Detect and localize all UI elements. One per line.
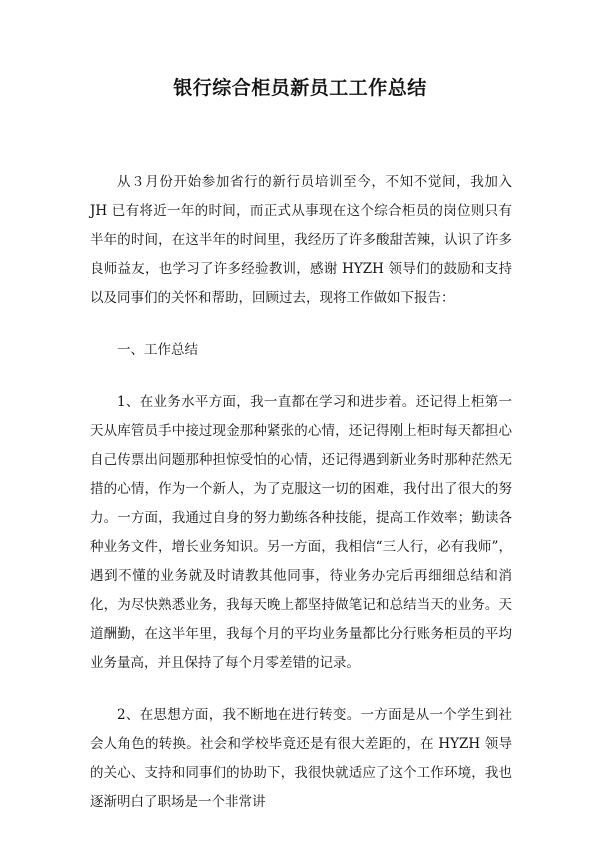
paragraph-business-skills: 1、在业务水平方面，我一直都在学习和进步着。还记得上柜第一天从库管员手中接过现金那种紧张的心情，还记得刚上柜时每天都担心自己传票出问题那种担惊受怕的心情，还记得遇到新业务时那种茫然无措的心情，作为一个新人，为了克服这一切的困难，我付出了很大的努力。一方面，我通过自身的努力勤练各种技能，提高工作效率；勤读各种业务文件，增长业务知识。另一方面，我相信“三人行，必有我师”，遇到不懂的业务就及时请教其他同事，待业务办完后再细细总结和消化，为尽快熟悉业务，我每天晚上都坚持做笔记和总结当天的业务。天道酬勤，在这半年里，我每个月的平均业务量都比分行账务柜员的平均业务量高，并且保持了每个月零差错的记录。 xyxy=(90,394,512,671)
paragraph-intro: 从３月份开始参加省行的新行员培训至今，不知不觉间，我加入 JH 已有将近一年的时间，而正式从事现在这个综合柜员的岗位则只有半年的时间，在这半年的时间里，我经历了许多酸甜苦辣，认识了许多良师益友，也学习了许多经验教训，感谢 HYZH 领导们的鼓励和支持以及同事们的关怀和帮助，回顾过去，现将工作做如下报告： xyxy=(90,174,512,306)
document-body xyxy=(90,168,512,840)
paragraph-mindset: 2、在思想方面，我不断地在进行转变。一方面是从一个学生到社会人角色的转换。社会和学校毕竟还是有很大差距的，在 HYZH 领导的关心、支持和同事们的协助下，我很快就适应了这个工作环境，我也逐渐明白了职场是一个非常讲 xyxy=(90,707,512,810)
document-title: 银行综合柜员新员工工作总结 xyxy=(173,77,427,99)
section-heading-work-summary: 一、工作总结 xyxy=(117,342,198,358)
